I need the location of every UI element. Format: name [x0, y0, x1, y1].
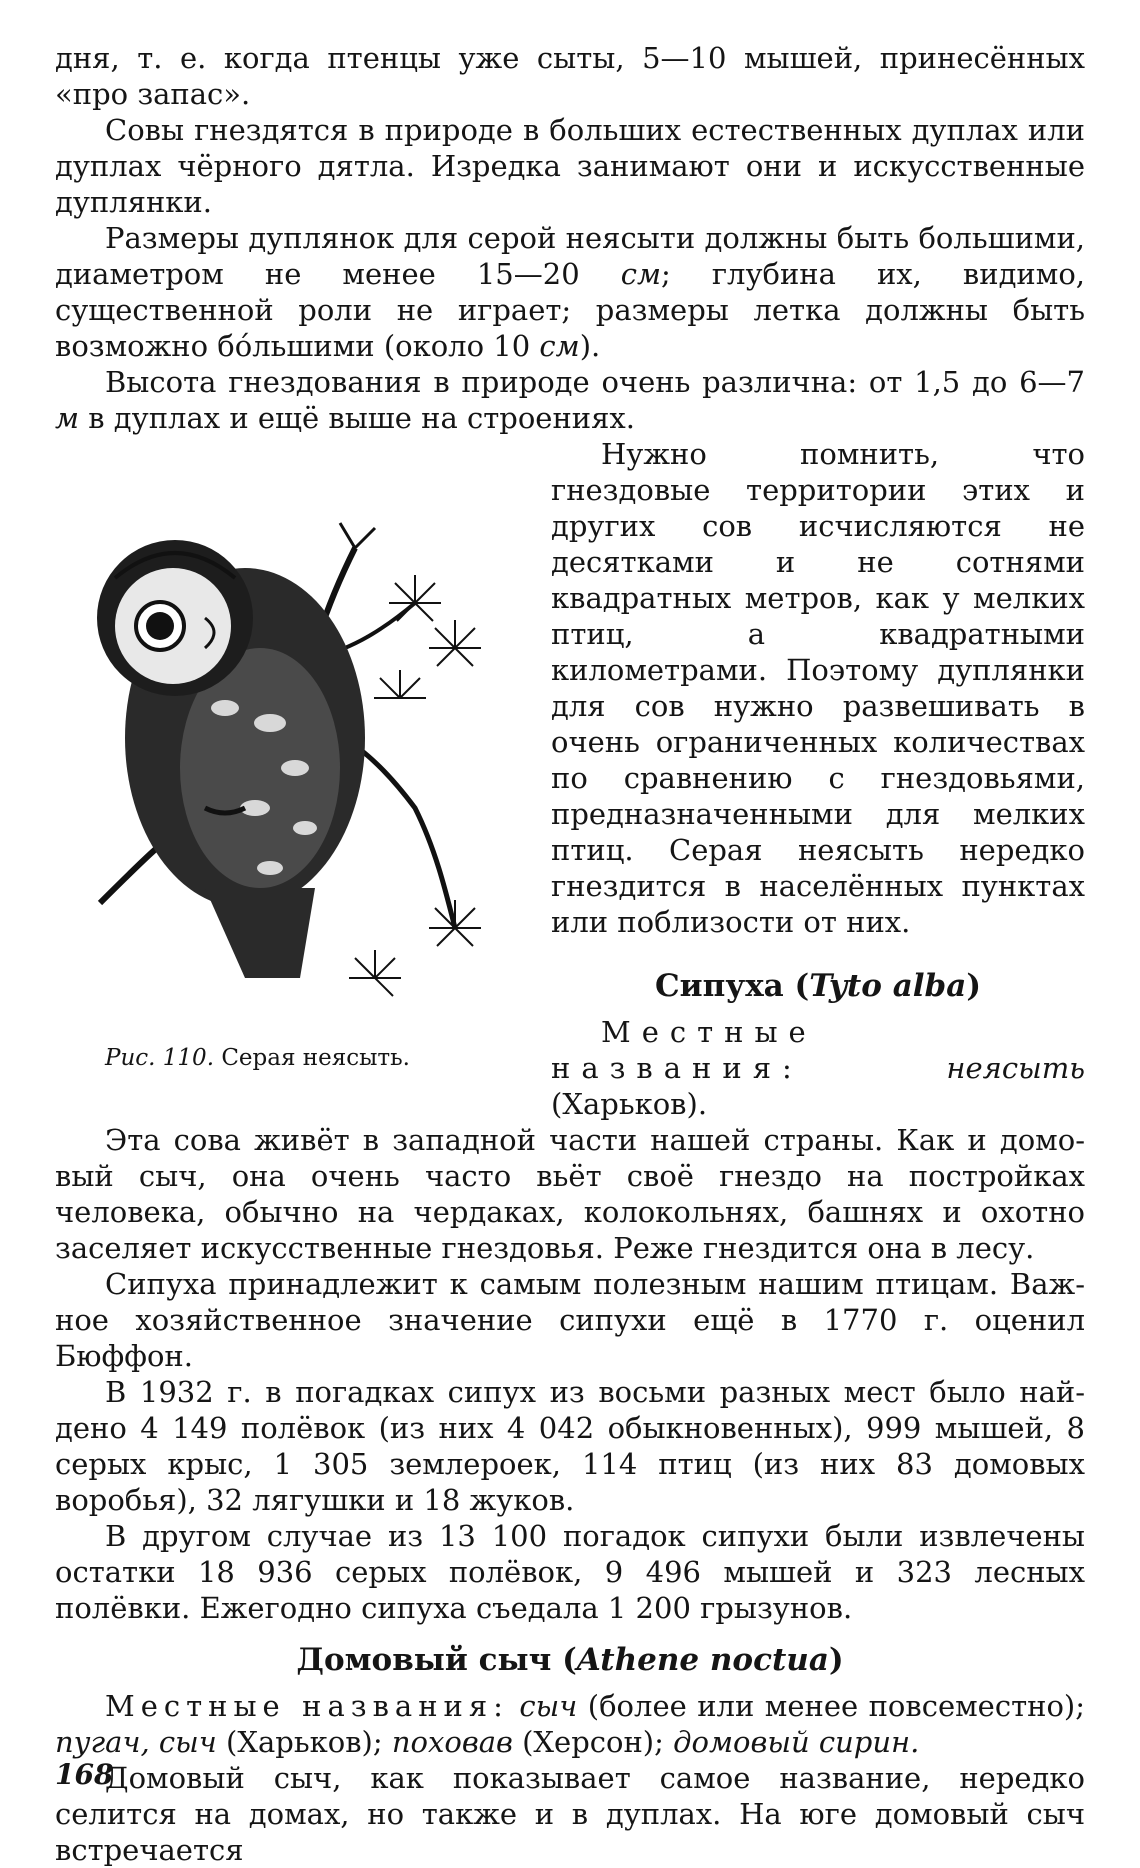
local-names-label-little-owl: Местные названия: — [105, 1689, 509, 1723]
paragraph-continuation: дня, т. е. когда птенцы уже сыты, 5—10 мышей, принесённых «про запас». — [55, 41, 1085, 111]
paragraph-territory: Нужно помнить, что гнездовые территории этих и других сов исчисляются не десятками и не сотнями квадратных метров, как у мелких птиц, а квадратными километрами. Поэтому дуплянки для сов нужно развешивать в очень ограниченных количествах по сравнению с гнездовьями, предназначенными для мелких птиц. Серая неясыть нередко гнездится в населённых пунктах или поблизости от них. — [551, 437, 1085, 939]
paragraph-little-owl-local-names: Местные названия: сыч (более или менее повсеместно); пугач, сыч (Харьков); поховав (Херсон); домовый сирин. — [55, 1689, 1085, 1759]
heading-barn-owl: Сипуха (Tyto alba) — [655, 968, 981, 1004]
unit-cm-repeat: см — [539, 329, 580, 363]
paragraph-nesting: Совы гнездятся в природе в больших естественных дуплах или дуплах чёрного дятла. Изредка занимают они и искусственные дуплянки. — [55, 113, 1085, 219]
tawny-owl-illustration — [55, 508, 535, 1028]
page-body — [55, 40, 1085, 1868]
paragraph-nestbox-sizes: Размеры дуплянок для серой неясыти должны быть большими, диаметром не менее 15—20 см; глубина их, видимо, существенной роли не играет; размеры летка должны быть возможно бо́льшими (около 10 см). — [55, 221, 1085, 363]
paragraph-pellets-other: В другом случае из 13 100 погадок сипухи были извлечены остатки 18 936 серых полёвок, 9 496 мышей и 323 лесных полёвки. Ежегодно сипуха съедала 1 200 грызунов. — [55, 1519, 1085, 1625]
figure-caption: Рис. 110. Серая неясыть. — [105, 1045, 410, 1071]
paragraph-barn-owl-range: Эта сова живёт в западной части нашей страны. Как и домовый сыч, она очень часто вьёт своё гнездо на постройках человека, обычно на чердаках, колокольнях, башнях и охотно заселяет искусственные гнездовья. Реже гнездится она в лесу. — [55, 1123, 1085, 1265]
paragraph-little-owl: Домовый сыч, как показывает самое название, нередко селится на домах, но также и в дуплах. На юге домовый сыч встречается — [55, 1761, 1085, 1867]
paragraph-barn-owl-local-names: Местные названия: неясыть (Харьков). — [551, 1015, 1085, 1121]
paragraph-barn-owl-useful: Сипуха принадлежит к самым полезным нашим птицам. Важное хозяйственное значение сипухи ещё в 1770 г. оценил Бюффон. — [55, 1267, 1085, 1373]
figure-owl — [55, 508, 535, 1098]
page-number: 168 — [55, 1758, 114, 1791]
paragraph-pellets-1932: В 1932 г. в погадках сипух из восьми разных мест было найдено 4 149 полёвок (из них 4 042 обыкновенных), 999 мышей, 8 серых крыс, 1 305 землероек, 114 птиц (из них 83 домовых воробья), 32 лягушки и 18 жуков. — [55, 1375, 1085, 1517]
heading-little-owl: Домовый сыч (Athene noctua) — [296, 1642, 844, 1678]
paragraph-nesting-height: Высота гнездования в природе очень различна: от 1,5 до 6—7 м в дуплах и ещё выше на строениях. — [55, 365, 1085, 435]
